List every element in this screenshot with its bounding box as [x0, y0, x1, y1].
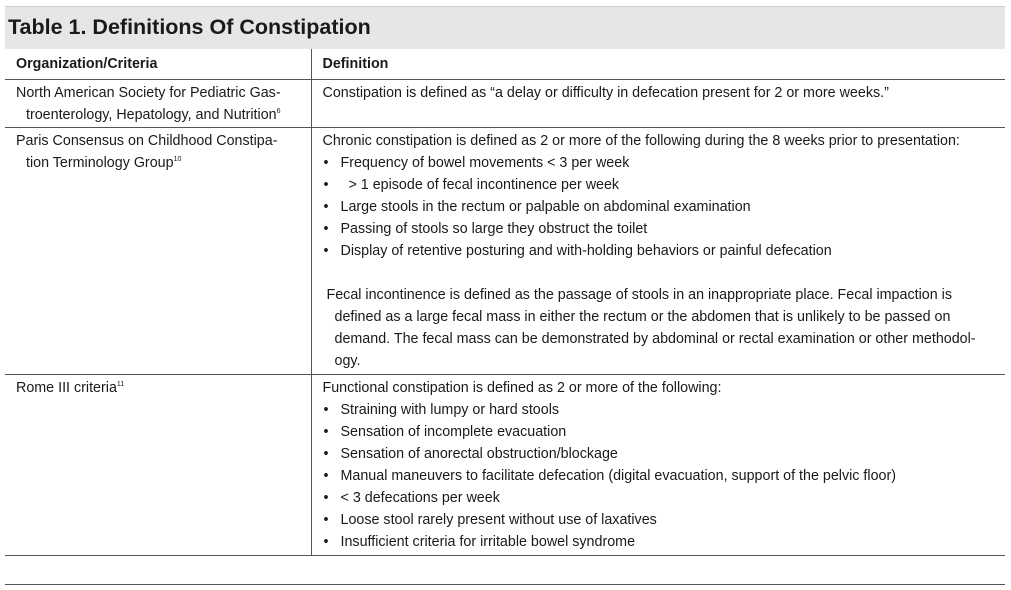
list-item: • Sensation of anorectal obstruction/blockage — [323, 443, 996, 465]
list-item: • Straining with lumpy or hard stools — [323, 399, 996, 421]
definition-intro: Constipation is defined as “a delay or difficulty in defecation present for 2 or more weeks.” — [322, 85, 889, 101]
paragraph-rest: defined as a large fecal mass in either the rectum or the abdomen that is unlikely to be passed on demand. The fecal mass can be demonstrated by abdominal or rectal examination or other methodol-ogy. — [334, 309, 976, 369]
criteria-list — [323, 152, 996, 262]
paragraph-line1: Fecal incontinence is defined as the passage of stools in an inappropriate place. Fecal impaction is — [326, 287, 952, 303]
org-name-line1: North American Society for Pediatric Gas- — [16, 85, 281, 101]
org-name-line2: troenterology, Hepatology, and Nutrition$^6$ — [26, 107, 281, 123]
org-cell — [5, 80, 311, 128]
list-item: • Passing of stools so large they obstruct the toilet — [323, 218, 996, 240]
table-title-bar — [5, 6, 1005, 49]
list-item: • Sensation of incomplete evacuation — [323, 421, 996, 443]
list-item: • Frequency of bowel movements < 3 per week — [323, 152, 996, 174]
definitions-table — [5, 49, 1005, 556]
column-header-organization: Organization/Criteria — [5, 49, 311, 80]
definition-cell — [311, 128, 1005, 375]
definition-cell — [311, 375, 1005, 556]
org-cell — [5, 128, 311, 375]
table-header-row — [5, 49, 1005, 80]
list-item: • > 1 episode of fecal incontinence per week — [323, 174, 996, 196]
list-item: • Loose stool rarely present without use of laxatives — [323, 509, 996, 531]
reference-number: 6 — [276, 108, 281, 115]
definition-intro: Functional constipation is defined as 2 or more of the following: — [322, 380, 722, 396]
list-item: • Large stools in the rectum or palpable on abdominal examination — [323, 196, 996, 218]
list-item: • Insufficient criteria for irritable bowel syndrome — [323, 531, 996, 553]
table-title: Table 1. Definitions Of Constipation — [8, 15, 371, 39]
list-item: • Manual maneuvers to facilitate defecation (digital evacuation, support of the pelvic floor) — [323, 465, 996, 487]
reference-number: 11 — [116, 381, 125, 388]
org-name-line2: tion Terminology Group$^{10}$ — [26, 155, 182, 171]
definition-cell — [311, 80, 1005, 128]
table-row-naspghan — [5, 80, 1005, 128]
table-row-paris-consensus — [5, 128, 1005, 375]
org-name-line1: Paris Consensus on Childhood Constipa- — [16, 133, 278, 149]
definition-intro: Chronic constipation is defined as 2 or more of the following during the 8 weeks prior to presentation: — [322, 133, 960, 149]
definition-paragraph — [323, 284, 996, 372]
table-row-rome-iii — [5, 375, 1005, 556]
column-header-definition: Definition — [311, 49, 1005, 80]
bottom-rule — [5, 584, 1005, 585]
list-item: • < 3 defecations per week — [323, 487, 996, 509]
org-name-line1: Rome III criteria$^{11}$ — [16, 380, 125, 396]
list-item: • Display of retentive posturing and with-holding behaviors or painful defecation — [323, 240, 996, 262]
criteria-list — [323, 399, 996, 553]
org-cell — [5, 375, 311, 556]
reference-number: 10 — [173, 156, 182, 163]
